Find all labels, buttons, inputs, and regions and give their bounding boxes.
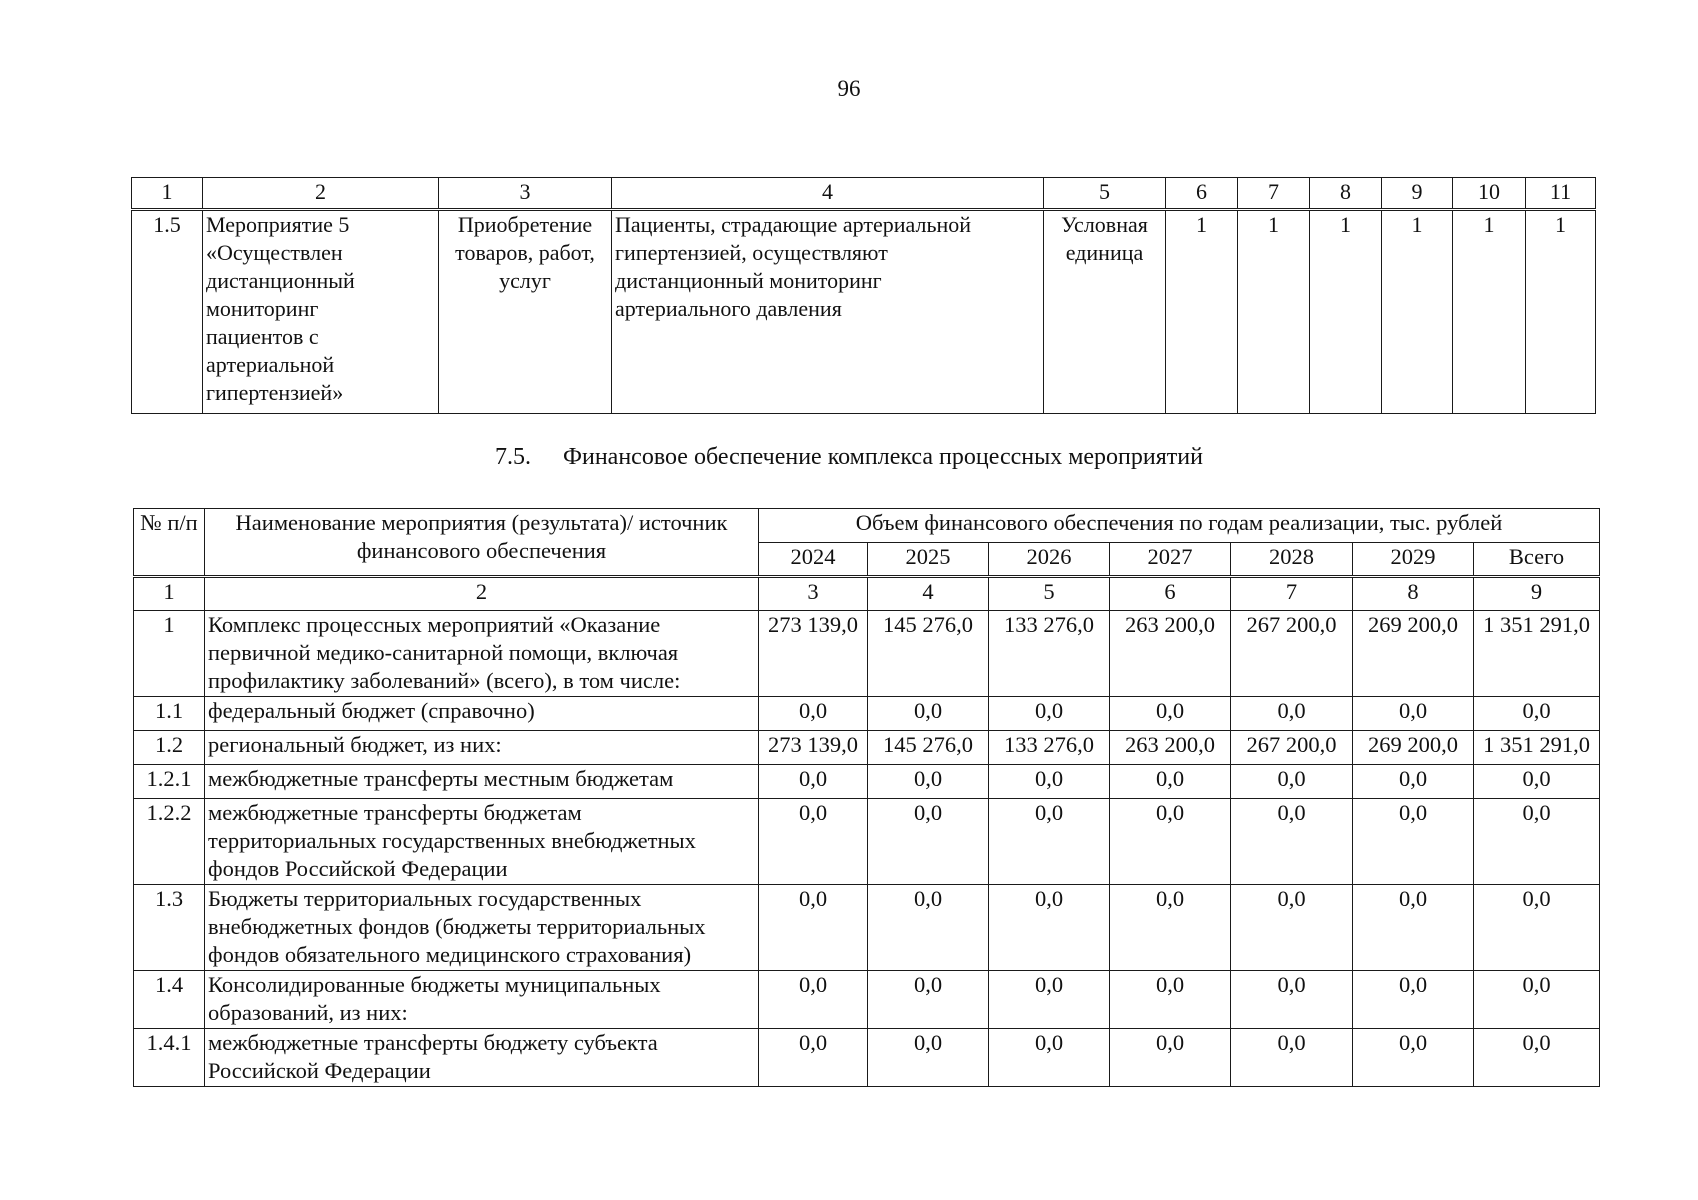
value-cell: 0,0 (1110, 1029, 1231, 1087)
header-year: 2024 (759, 543, 868, 577)
table-row (134, 971, 1600, 1029)
value-cell: 263 200,0 (1110, 611, 1231, 697)
value-cell: 0,0 (759, 971, 868, 1029)
row-name: Комплекс процессных мероприятий «Оказание первичной медико-санитарной помощи, включая профилактику заболеваний» (всего), в том числе: (205, 611, 759, 697)
row-number: 1.5 (132, 210, 203, 414)
value-cell: 0,0 (868, 799, 989, 885)
header-name: Наименование мероприятия (результата)/ источник финансового обеспечения (205, 509, 759, 577)
value-cell: 269 200,0 (1353, 731, 1474, 765)
column-number-row (134, 577, 1600, 611)
value-cell: 0,0 (1231, 765, 1353, 799)
value-cell: 0,0 (1353, 697, 1474, 731)
value-cell: 133 276,0 (989, 731, 1110, 765)
text-line: «Осуществлен (206, 240, 343, 265)
value-cell: 1 (1166, 210, 1238, 414)
value-cell: 0,0 (1231, 799, 1353, 885)
column-number: 9 (1382, 178, 1453, 210)
column-number: 7 (1238, 178, 1310, 210)
text-line: Мероприятие 5 (206, 212, 350, 237)
text-line: мониторинг (206, 296, 319, 321)
value-cell: 0,0 (1231, 971, 1353, 1029)
row-number: 1.1 (134, 697, 205, 731)
value-cell: 273 139,0 (759, 731, 868, 765)
row-number: 1.2 (134, 731, 205, 765)
value-cell: 0,0 (759, 697, 868, 731)
header-volume: Объем финансового обеспечения по годам реализации, тыс. рублей (759, 509, 1600, 543)
value-cell: 267 200,0 (1231, 731, 1353, 765)
header-year: 2026 (989, 543, 1110, 577)
column-number: 2 (205, 577, 759, 611)
value-cell: 145 276,0 (868, 611, 989, 697)
text-line: услуг (499, 268, 551, 293)
column-number: 3 (439, 178, 612, 210)
column-number: 8 (1310, 178, 1382, 210)
text-line: артериальной (206, 352, 335, 377)
event-name (203, 210, 439, 414)
results-table (131, 177, 1596, 414)
value-cell: 0,0 (759, 1029, 868, 1087)
value-cell: 0,0 (1110, 971, 1231, 1029)
value-cell: 267 200,0 (1231, 611, 1353, 697)
row-name: Консолидированные бюджеты муниципальных образований, из них: (205, 971, 759, 1029)
value-cell: 0,0 (989, 1029, 1110, 1087)
value-cell: 0,0 (1231, 1029, 1353, 1087)
header-year: 2029 (1353, 543, 1474, 577)
value-cell: 0,0 (1353, 1029, 1474, 1087)
total-cell: 1 351 291,0 (1474, 731, 1600, 765)
value-cell: 0,0 (989, 697, 1110, 731)
value-cell: 0,0 (759, 765, 868, 799)
total-cell: 0,0 (1474, 697, 1600, 731)
table-row (134, 611, 1600, 697)
event-type (439, 210, 612, 414)
table-row (134, 697, 1600, 731)
value-cell: 0,0 (1110, 885, 1231, 971)
unit (1044, 210, 1166, 414)
text-line: Пациенты, страдающие артериальной (615, 212, 972, 237)
table-row (134, 885, 1600, 971)
header-row (134, 509, 1600, 543)
row-number: 1 (134, 611, 205, 697)
value-cell: 269 200,0 (1353, 611, 1474, 697)
text-line: пациентов с (206, 324, 319, 349)
value-cell: 0,0 (1231, 885, 1353, 971)
header-year: 2028 (1231, 543, 1353, 577)
row-number: 1.2.2 (134, 799, 205, 885)
value-cell: 263 200,0 (1110, 731, 1231, 765)
header-year: 2027 (1110, 543, 1231, 577)
finance-rows (134, 611, 1600, 1087)
value-cell: 0,0 (1110, 697, 1231, 731)
value-cell: 1 (1526, 210, 1596, 414)
row-number: 1.3 (134, 885, 205, 971)
text-line: гипертензией» (206, 380, 344, 405)
text-line: гипертензией, осуществляют (615, 240, 888, 265)
text-line: товаров, работ, (455, 240, 595, 265)
row-name: региональный бюджет, из них: (205, 731, 759, 765)
value-cell: 0,0 (989, 971, 1110, 1029)
value-cell: 1 (1453, 210, 1526, 414)
table-row (132, 210, 1596, 414)
value-cell: 273 139,0 (759, 611, 868, 697)
column-number: 8 (1353, 577, 1474, 611)
value-cell: 0,0 (1110, 765, 1231, 799)
value-cell: 1 (1310, 210, 1382, 414)
total-cell: 0,0 (1474, 799, 1600, 885)
value-cell: 0,0 (868, 765, 989, 799)
table-row (134, 731, 1600, 765)
text-line: единица (1065, 240, 1144, 265)
value-cell: 0,0 (1353, 799, 1474, 885)
table-row (134, 799, 1600, 885)
finance-table (133, 508, 1600, 1087)
total-cell: 1 351 291,0 (1474, 611, 1600, 697)
section-title: Финансовое обеспечение комплекса процессных мероприятий (563, 444, 1203, 470)
value-cell: 1 (1238, 210, 1310, 414)
column-number: 3 (759, 577, 868, 611)
value-cell: 1 (1382, 210, 1453, 414)
text-line: дистанционный (206, 268, 355, 293)
total-cell: 0,0 (1474, 885, 1600, 971)
event-description (612, 210, 1044, 414)
column-number: 9 (1474, 577, 1600, 611)
value-cell: 0,0 (989, 799, 1110, 885)
value-cell: 0,0 (868, 697, 989, 731)
row-name: Бюджеты территориальных государственных внебюджетных фондов (бюджеты территориальных фондов обязательного медицинского страхования) (205, 885, 759, 971)
value-cell: 145 276,0 (868, 731, 989, 765)
column-number: 1 (134, 577, 205, 611)
text-line: дистанционный мониторинг (615, 268, 882, 293)
value-cell: 0,0 (1231, 697, 1353, 731)
value-cell: 0,0 (1353, 971, 1474, 1029)
column-number: 5 (989, 577, 1110, 611)
total-cell: 0,0 (1474, 765, 1600, 799)
row-name: межбюджетные трансферты бюджету субъекта Российской Федерации (205, 1029, 759, 1087)
table-row (134, 1029, 1600, 1087)
row-number: 1.2.1 (134, 765, 205, 799)
total-cell: 0,0 (1474, 971, 1600, 1029)
column-number: 1 (132, 178, 203, 210)
value-cell: 0,0 (868, 1029, 989, 1087)
value-cell: 0,0 (868, 885, 989, 971)
row-number: 1.4.1 (134, 1029, 205, 1087)
column-number: 6 (1110, 577, 1231, 611)
row-number: 1.4 (134, 971, 205, 1029)
total-cell: 0,0 (1474, 1029, 1600, 1087)
header-total: Всего (1474, 543, 1600, 577)
column-number: 5 (1044, 178, 1166, 210)
page-number: 96 (837, 76, 861, 101)
table-row (134, 765, 1600, 799)
column-number: 4 (612, 178, 1044, 210)
row-name: межбюджетные трансферты местным бюджетам (205, 765, 759, 799)
text-line: артериального давления (615, 296, 842, 321)
value-cell: 0,0 (989, 765, 1110, 799)
value-cell: 0,0 (989, 885, 1110, 971)
column-number: 10 (1453, 178, 1526, 210)
header-year: 2025 (868, 543, 989, 577)
text-line: Приобретение (457, 212, 593, 237)
row-name: межбюджетные трансферты бюджетам территориальных государственных внебюджетных фондов Российской Федерации (205, 799, 759, 885)
value-cell: 0,0 (868, 971, 989, 1029)
value-cell: 0,0 (1353, 765, 1474, 799)
value-cell: 0,0 (1353, 885, 1474, 971)
value-cell: 0,0 (759, 799, 868, 885)
column-number: 2 (203, 178, 439, 210)
value-cell: 0,0 (1110, 799, 1231, 885)
value-cell: 133 276,0 (989, 611, 1110, 697)
column-number-row (132, 178, 1596, 210)
column-number: 7 (1231, 577, 1353, 611)
section-heading (0, 444, 1698, 471)
header-number: № п/п (134, 509, 205, 577)
column-number: 6 (1166, 178, 1238, 210)
section-number: 7.5. (495, 444, 532, 470)
text-line: Условная (1061, 212, 1148, 237)
column-number: 11 (1526, 178, 1596, 210)
value-cell: 0,0 (759, 885, 868, 971)
row-name: федеральный бюджет (справочно) (205, 697, 759, 731)
column-number: 4 (868, 577, 989, 611)
